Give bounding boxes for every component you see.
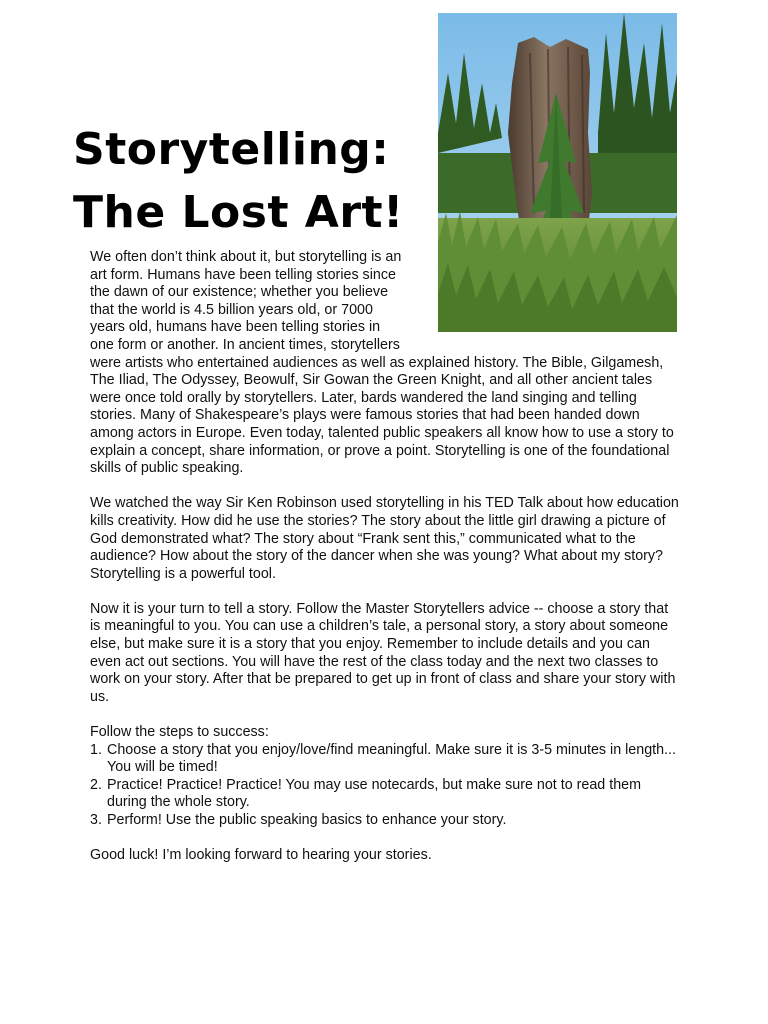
step-number: 2. (90, 776, 102, 793)
article-body (90, 249, 682, 865)
page-title (73, 118, 433, 244)
assignment-paragraph: Now it is your turn to tell a story. Follow the Master Storytellers advice -- choose a story that is meaningful to you. You can use a children’s tale, a personal story, a story about someone else, but make sure it is a story that you enjoy. Remember to include details and you can even act out sections. You will have the rest of the class today and the next two classes to work on your story. After that be prepared to get up in front of class and share your story with us. (90, 600, 676, 705)
steps-list (90, 742, 682, 830)
intro-line: one form or another. In ancient times, storytellers (90, 336, 400, 353)
step-number: 1. (90, 741, 102, 758)
paragraph-gap (90, 830, 682, 848)
step-item (90, 742, 682, 777)
steps-heading: Follow the steps to success: (90, 724, 269, 741)
intro-paragraph (90, 249, 682, 478)
paragraph-gap (90, 706, 682, 724)
step-text: Perform! Use the public speaking basics to enhance your story. (107, 812, 507, 828)
step-item (90, 812, 682, 830)
intro-continued: were artists who entertained audiences as well as explained history. The Bible, Gilgamesh, The Iliad, The Odyssey, Beowulf, Sir Gowan the Green Knight, and all other ancient tales were once told orally by storytellers. Later, bards wandered the land singing and telling stories. Many of Shakespeare’s plays were famous stories that had been handed down among actors in Europe. Even today, talented public speakers all know how to use a story to explain a concept, share information, or prove a point. Storytelling is one of the foundational skills of public speaking. (90, 354, 674, 477)
intro-line: years old, humans have been telling stories in (90, 319, 381, 336)
step-text: Choose a story that you enjoy/love/find meaningful. Make sure it is 3-5 minutes in length... You will be timed! (107, 741, 676, 776)
intro-line: We often don’t think about it, but storytelling is an (90, 249, 402, 265)
intro-line: the dawn of our existence; whether you believe (90, 284, 389, 301)
title-line-2: The Lost Art! (73, 187, 404, 238)
closing-line: Good luck! I’m looking forward to hearing your stories. (90, 847, 432, 864)
ted-talk-paragraph: We watched the way Sir Ken Robinson used storytelling in his TED Talk about how education kills creativity. How did he use the stories? The story about the little girl drawing a picture of God demonstrated what? The story about “Frank sent this,” communicated what to the audience? How about the story of the dancer when she was young? What about my story? Storytelling is a powerful tool. (90, 495, 679, 582)
title-line-1: Storytelling: (73, 124, 390, 175)
step-item (90, 777, 682, 812)
paragraph-gap (90, 583, 682, 601)
step-number: 3. (90, 812, 102, 828)
step-text: Practice! Practice! Practice! You may use notecards, but make sure not to read them during the whole story. (107, 776, 642, 811)
paragraph-gap (90, 478, 682, 496)
intro-line: that the world is 4.5 billion years old, or 7000 (90, 301, 373, 318)
intro-line: art form. Humans have been telling stories since (90, 266, 396, 283)
